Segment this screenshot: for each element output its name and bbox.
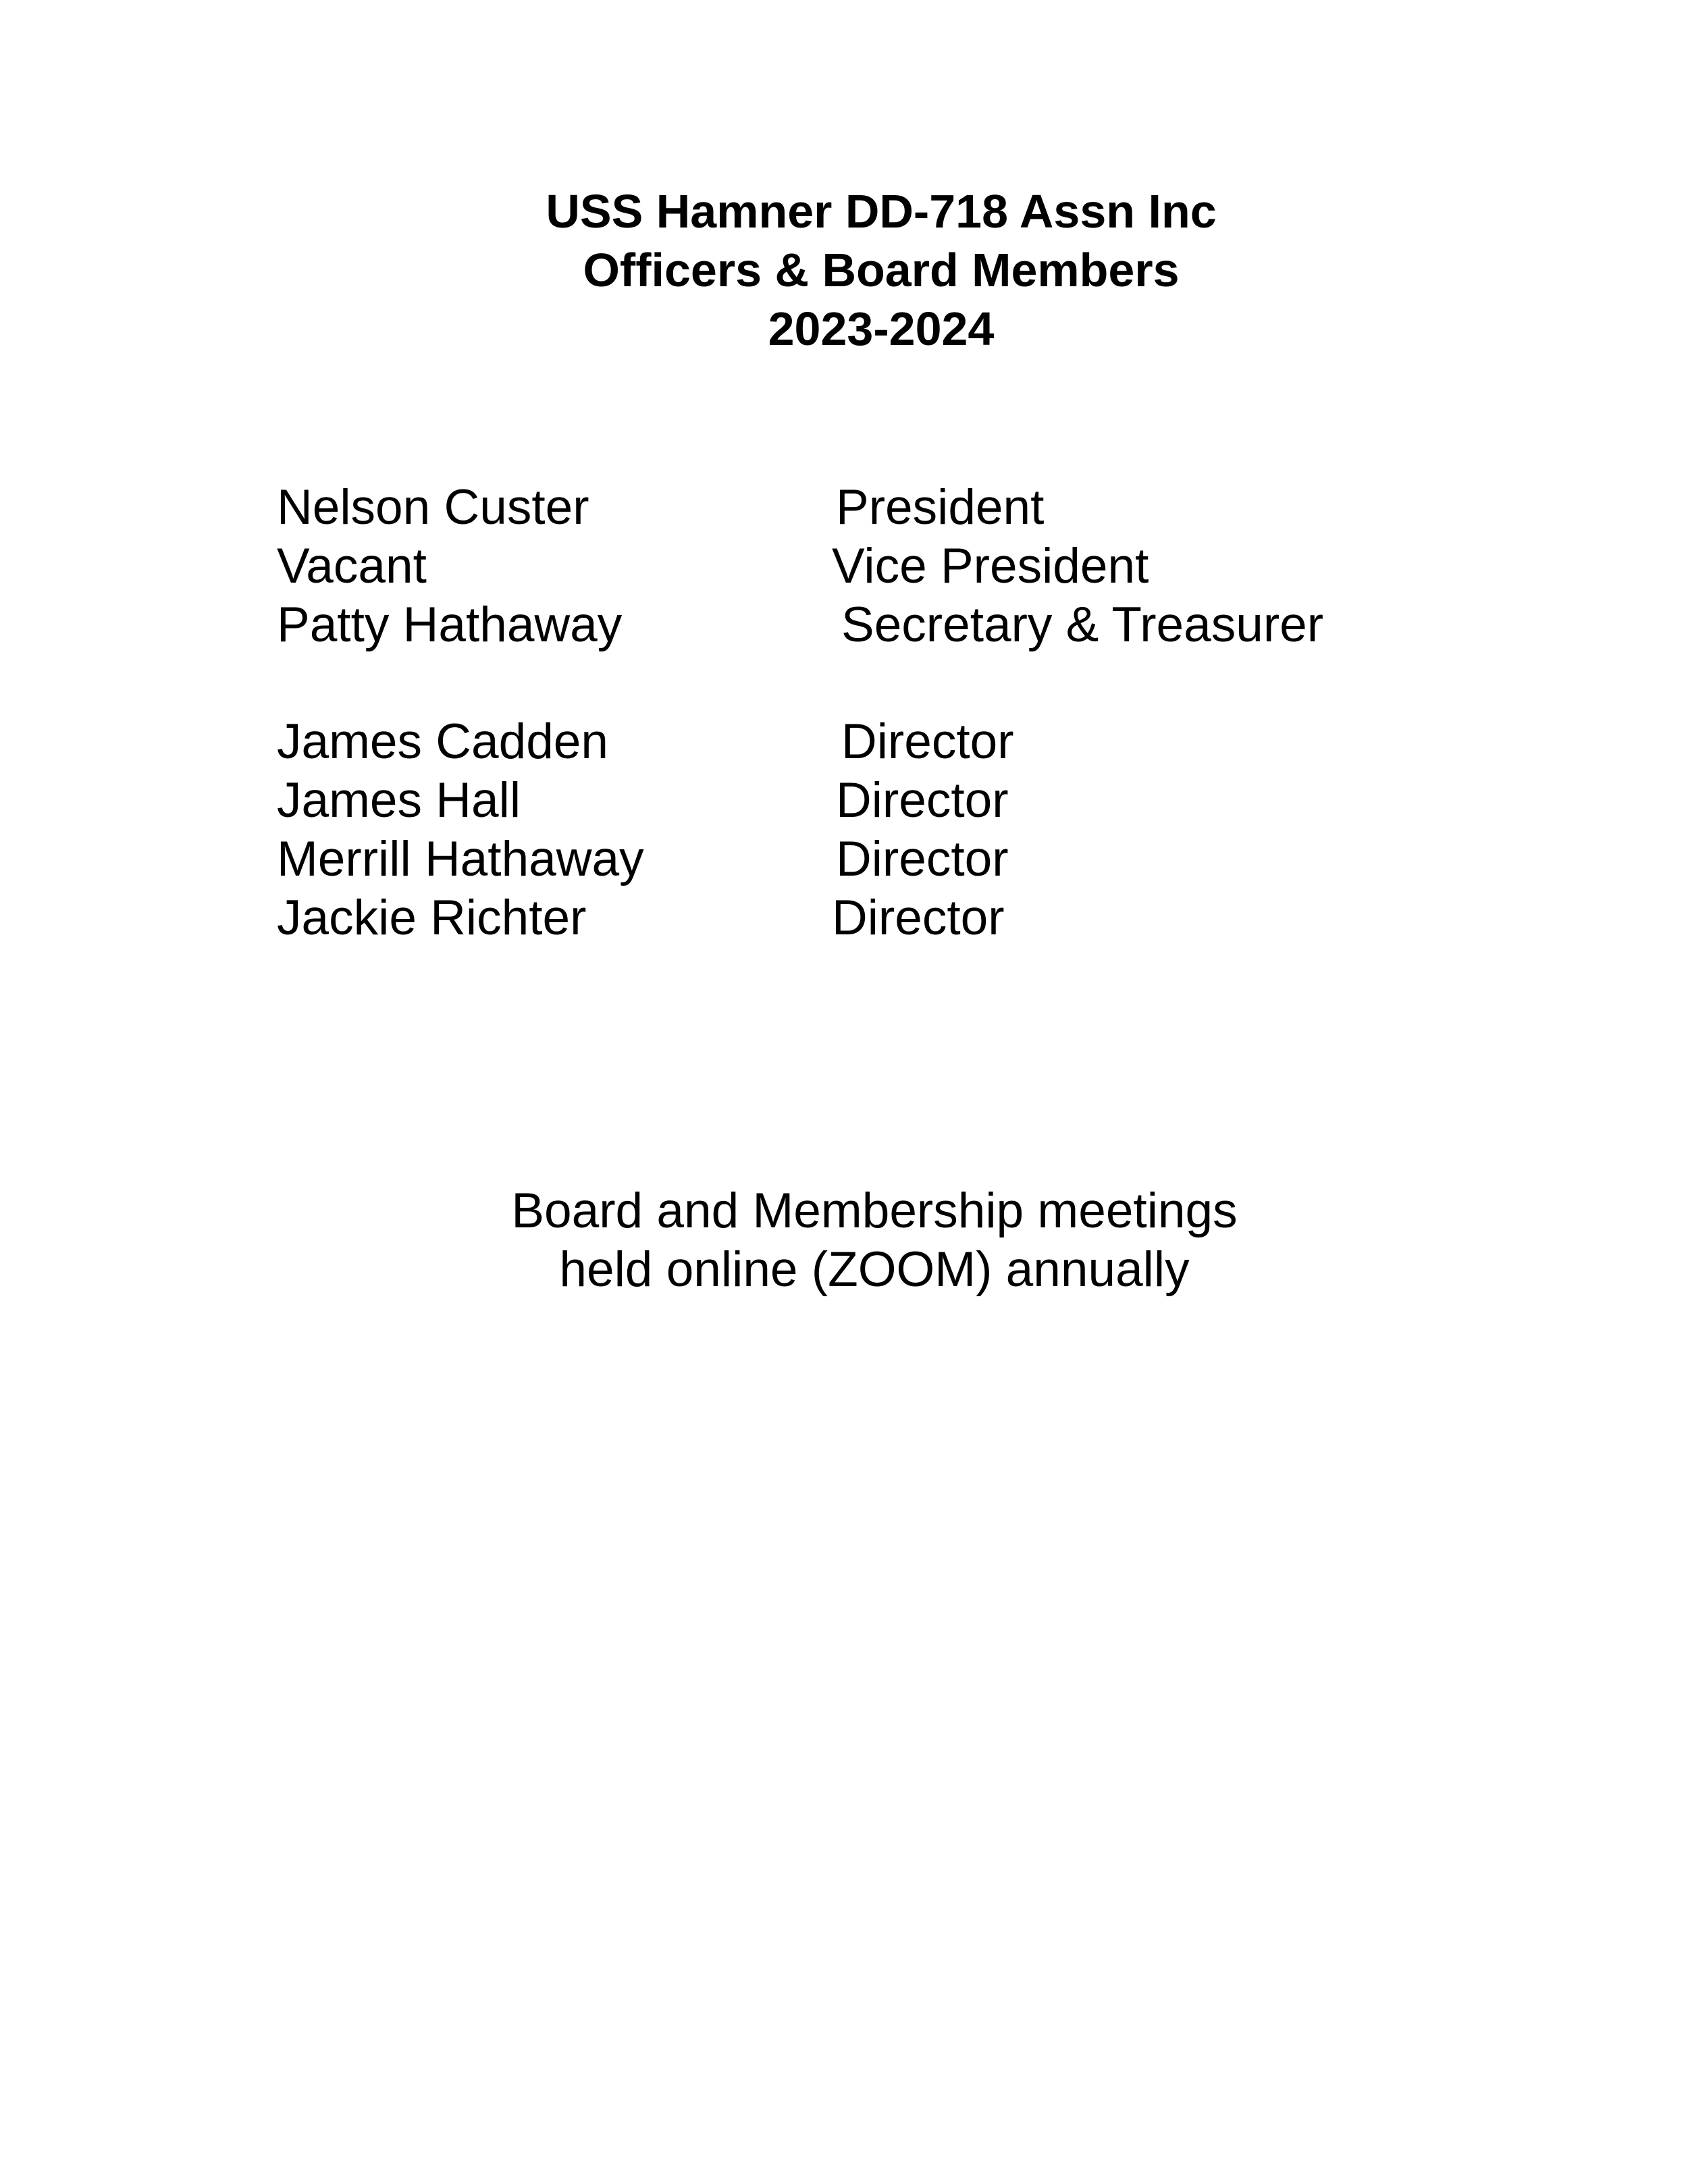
officer-name: Patty Hathaway (277, 597, 623, 652)
director-role: Director (841, 714, 1014, 769)
director-name: Jackie Richter (277, 890, 587, 945)
officer-role: President (836, 480, 1045, 535)
director-name: Merrill Hathaway (277, 832, 644, 886)
director-role: Director (836, 832, 1009, 886)
officer-name: Vacant (277, 539, 427, 593)
title-subtitle: Officers & Board Members (583, 244, 1180, 296)
officer-role: Secretary & Treasurer (841, 597, 1324, 652)
title-term-years: 2023-2024 (768, 302, 995, 355)
meeting-note-line: held online (ZOOM) annually (559, 1242, 1190, 1297)
director-name: James Cadden (277, 714, 609, 769)
officer-role: Vice President (832, 539, 1149, 593)
title-organization: USS Hamner DD-718 Assn Inc (546, 185, 1217, 238)
director-name: James Hall (277, 773, 521, 828)
director-role: Director (836, 773, 1009, 828)
director-role: Director (832, 890, 1005, 945)
officer-name: Nelson Custer (277, 480, 589, 535)
meeting-note (0, 1181, 1688, 1299)
meeting-note-line: Board and Membership meetings (511, 1183, 1238, 1238)
document-title (0, 182, 1688, 358)
